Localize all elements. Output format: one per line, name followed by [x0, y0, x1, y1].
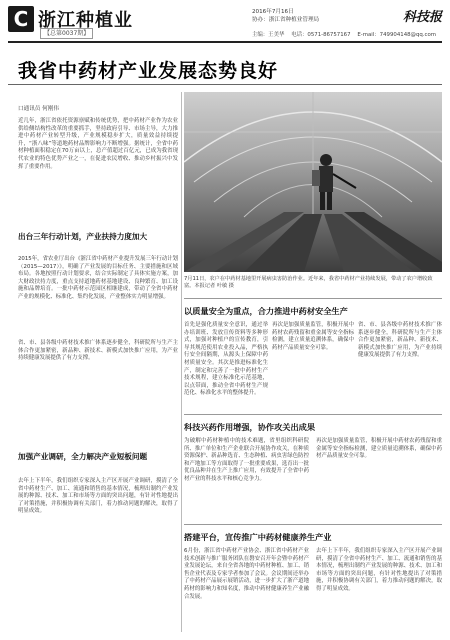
- photo-caption: 7月11日，农户在中药材基地里开展病虫害防治作业。近年来，我省中药材产业持续发展，带动了农户增收致富。本报记者 叶敏 摄: [184, 276, 433, 290]
- section-4-title: 科技兴药作用增强，协作攻关出成果: [184, 422, 316, 432]
- section-1-text: 2015年，省农业厅出台《浙江省中药材产业提升发展三年行动计划（2015—2017）》，明确了产业发展的目标任务、主要措施和区域布局。各地按照行动计划要求，结合实际制定了具体实施方案，加大财政扶持力度，重点支持道地药材基地建设、良种繁育、加工设施和品牌培育。一批中药材示范园区相继建成，带动了全省中药材产业的规模化、标准化、集约化发展，产业整体实力明显增强。: [18, 256, 178, 300]
- section-3-text-3: 省、市、县各级中药材技术推广体系逐步健全，科研院所与生产主体合作更加紧密，新品种、新技术、新模式加快推广应用，为产业持续健康发展提供了有力支撑。: [358, 322, 442, 359]
- section-5-text-2: 去年上下半年，我们组织专家深入主产区开展产业调研，摸清了全省中药材生产、加工、流通和销售的基本情况，梳理出制约产业发展的种源、技术、加工和市场等方面的突出问题，有针对性地提出了对策措施，并积极协调有关部门，着力推动问题的解决，取得了明显成效。: [316, 548, 442, 592]
- paper-name: 科技报: [402, 10, 442, 25]
- section-3-text-2: 再次是加强质量监管，积极开展中药材农药残留和重金属等安全指标检测，建立质量追溯体系，确保中药材产品质量安全可靠。: [272, 322, 354, 351]
- section-2-text: 去年上下半年，我们组织专家深入主产区开展产业调研，摸清了全省中药材生产、加工、流通和销售的基本情况，梳理出制约产业发展的种源、技术、加工和市场等方面的突出问题，有针对性地提出了对策措施，并积极协调有关部门，着力推动问题的解决，取得了明显成效。: [18, 478, 178, 515]
- section-5-rule: [184, 524, 442, 525]
- section-1-title: 出台三年行动计划，产业扶持力度加大: [18, 232, 148, 241]
- masthead-info: [252, 8, 382, 24]
- section-4-text-2: 再次是加强质量监管，积极开展中药材农药残留和重金属等安全指标检测，建立质量追溯体系，确保中药材产品质量安全可靠。: [316, 438, 442, 460]
- section-4-rule: [184, 414, 442, 415]
- masthead-rule: [8, 41, 442, 43]
- section-5-text: 6月份，浙江省中药材产业协会、浙江省中药材产业技术创新与推广服务团队在磐安召开年会暨中药材产业发展论坛，来自全省各地的中药材种植、加工、销售企业代表及专家学者参加了会议。会议期间还举办了中药材产品展示展销活动，进一步扩大了浙产道地药材的影响力和知名度，推动中药材健康养生产业融合发展。: [184, 548, 309, 600]
- issue-number: 【总第0037期】: [40, 28, 93, 39]
- phone-line: 电话：0571-86757167: [291, 32, 351, 38]
- section-2-title: 加强产业调研，全力解决产业短板问题: [18, 452, 148, 461]
- date-line: 2016年7月16日: [252, 9, 294, 15]
- section-title: 浙江种植业: [38, 10, 133, 31]
- publisher-line: 协办：浙江省种植业管理局: [252, 17, 320, 23]
- section-1-text-2: 省、市、县各级中药材技术推广体系逐步健全，科研院所与生产主体合作更加紧密，新品种、新技术、新模式加快推广应用，为产业持续健康发展提供了有力支撑。: [18, 340, 178, 362]
- byline: 口通讯员 何刚伟: [18, 106, 59, 112]
- caption-rule: [184, 298, 442, 299]
- section-5-title: 搭建平台，宣传推广中药材健康养生产业: [184, 532, 332, 542]
- section-logo: C: [8, 6, 34, 32]
- headline-rule: [8, 84, 442, 85]
- greenhouse-illustration: [184, 92, 442, 272]
- section-3-text: 首先是强化质量安全意识，通过举办培训班、发放宣传资料等多种形式，加强对种植户的宣传教育，引导其规范使用农业投入品，严格执行安全间隔期，从源头上保障中药材质量安全。其次是推进标准化生产，制定和完善了一批中药材生产技术规程，建立标准化示范基地，以点带面，推动全省中药材生产规范化、标准化水平的整体提升。: [184, 322, 268, 397]
- intro-paragraph: 近几年，浙江省依托资源禀赋和传统优势，把中药材产业作为农业供给侧结构性改革的重要抓手，坚持政府引导、市场主导，大力推进中药材产业转型升级，产业规模稳步扩大，质量效益持续提升，“浙八味”等道地药材品牌影响力不断增强。据统计，全省中药材种植面积稳定在70万亩以上，总产值超过百亿元，已成为我省现代农业的特色优势产业之一，在促进农民增收、推动乡村振兴中发挥了重要作用。: [18, 118, 178, 170]
- contact-line: [252, 30, 442, 38]
- greenhouse-photo: [184, 92, 442, 272]
- email-line: E-mail：749904148@qq.com: [357, 32, 437, 38]
- editor-line: 主编：王美华: [252, 32, 285, 38]
- column-divider: [181, 92, 182, 632]
- article-headline: 我省中药材产业发展态势良好: [18, 60, 279, 82]
- section-3-title: 以质量安全为重点，合力推进中药材安全生产: [184, 306, 348, 316]
- masthead: [8, 6, 442, 40]
- section-4-text: 为破解中药材种植中的技术难题，省里组织科研院所、推广单位和生产企业联合开展协作攻关，在种质资源保护、新品种选育、生态种植、病虫害绿色防控和产地加工等方面取得了一批重要成果，选育出一批优良品种并在生产上推广应用，有效提升了全省中药材产业的科技水平和核心竞争力。: [184, 438, 309, 482]
